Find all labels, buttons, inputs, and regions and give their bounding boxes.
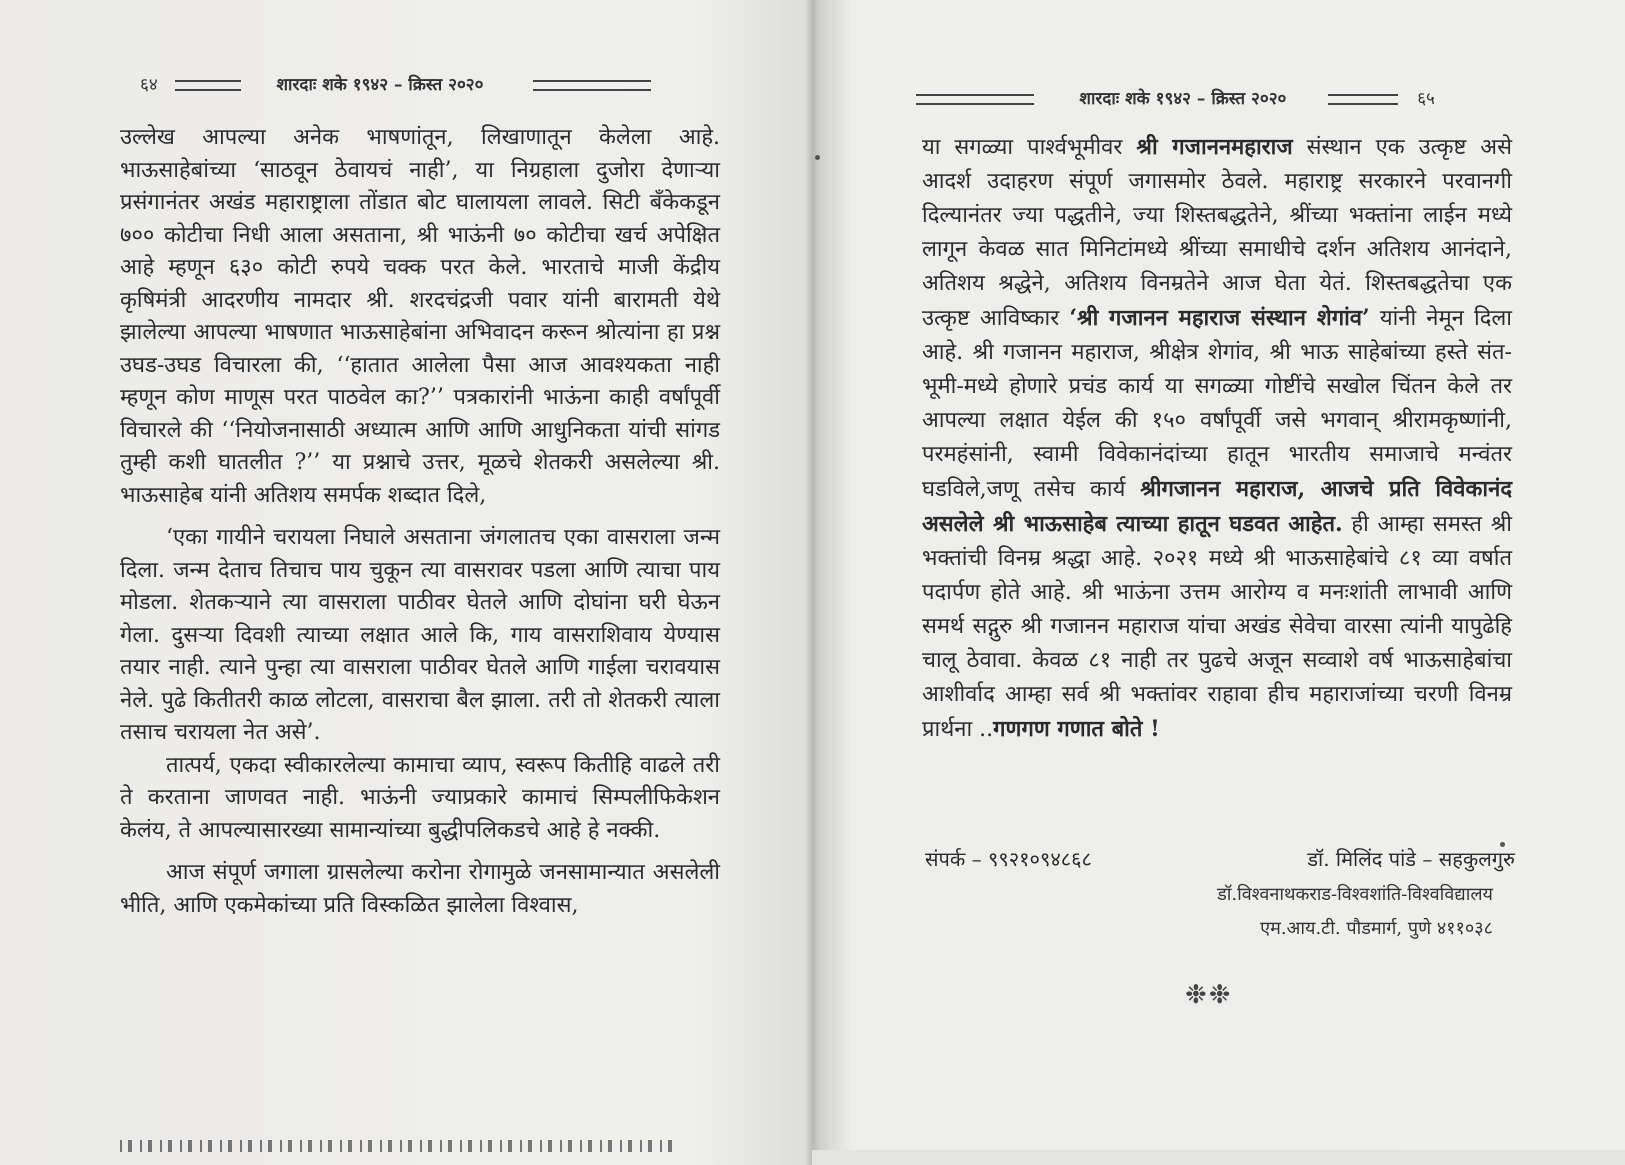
quote-paragraph: ‘एका गायीने चरायला निघाले असताना जंगलातच एका वासराला जन्म दिला. जन्म देताच तिचाच पाय चुकून त्या वासरावर पडला आणि त्याचा पाय मोडला. शेतकऱ्याने त्या वासराला पाठीवर घेतले आणि दोघांना घरी घेऊन गेला. दुसऱ्या दिवशी त्याच्या लक्षात आले कि, गाय वासराशिवाय येण्यास तयार नाही. त्याने पुन्हा त्या वासराला पाठीवर घेतले आणि गाईला चरावयास नेले. पुढे कितीतरी काळ लोटला, वासराचा बैल झाला. तरी तो शेतकरी त्याला तसाच चरायला नेत असे’.: [120, 525, 720, 745]
left-running-head: शारदाः शके १९४२ – क्रिस्त २०२०: [276, 75, 484, 95]
bold-text: ‘श्री गजानन महाराज संस्थान शेगांव’: [1069, 305, 1370, 331]
bold-text: श्री गजाननमहाराज: [1136, 134, 1293, 160]
scan-speck: [1500, 842, 1505, 847]
closing-chant: गणगण गणात बोते !: [993, 716, 1160, 742]
text-run: ही आम्हा समस्त श्री भक्तांची विनम्र श्रद्धा आहे. २०२१ मध्ये श्री भाऊसाहेबांचे ८१ व्या वर्षात पदार्पण होते आहे. श्री भाऊंना उत्तम आरोग्य व मनःशांती लाभावी आणि समर्थ सद्गुरु श्री गजानन महाराज यांचा अखंड सेवेचा वारसा त्यांनी यापुढेहि चालू ठेवावा. केवळ ८१ नाही तर पुढचे अजून सव्वाशे वर्ष भाऊसाहेबांचा आशीर्वाद आम्हा सर्व श्री भक्तांवर राहावा हीच महाराजांच्या चरणी विनम्र प्रार्थना ..: [922, 512, 1512, 742]
author-address: एम.आय.टी. पौडमार्ग, पुणे ४११०३८: [1260, 918, 1493, 939]
header-rule: [916, 94, 1034, 105]
bold-text: श्रीगजानन महाराज, आजचे प्रति विवेकानंद असलेले श्री भाऊसाहेब त्याच्या हातून घडवत आहेत.: [922, 476, 1513, 537]
contact-number: संपर्क – ९९२१०९४८६८: [925, 847, 1092, 871]
scan-edge: [812, 1150, 1625, 1165]
header-rule: [533, 80, 651, 91]
paragraph: आज संपूर्ण जगाला ग्रासलेल्या करोना रोगामुळे जनसामान्यात असलेली भीति, आणि एकमेकांच्या प्रति विस्कळित झालेला विश्वास,: [120, 860, 720, 918]
header-rule: [175, 80, 241, 91]
paragraph: उल्लेख आपल्या अनेक भाषणांतून, लिखाणातून केलेला आहे. भाऊसाहेबांच्या ‘साठवून ठेवायचं नाही’, या निग्रहाला दुजोरा देणाऱ्या प्रसंगानंतर अखंड महाराष्ट्राला तोंडात बोट घालायला लावले. सिटी बँकेकडून ७०० कोटीचा निधी आला असताना, श्री भाऊंनी ७० कोटीचा खर्च अपेक्षित आहे म्हणून ६३० कोटी रुपये चक्क परत केले. भारताचे माजी केंद्रीय कृषिमंत्री आदरणीय नामदार श्री. शरदचंद्रजी पवार यांनी बारामती येथे झालेल्या आपल्या भाषणात भाऊसाहेबांना अभिवादन करून श्रोत्यांना हा प्रश्न उघड-उघड विचारला की, ‘‘हातात आलेला पैसा आज आवश्यकता नाही म्हणून कोण माणूस परत पाठवेल का?’’ पत्रकारांनी भाऊंना काही वर्षांपूर्वी विचारले की ‘‘नियोजनासाठी अध्यात्म आणि आणि आधुनिकता यांची सांगड तुम्ही कशी घातलीत ?’’ या प्रश्नाचे उत्तर, मूळचे शेतकरी असलेल्या श्री. भाऊसाहेब यांनी अतिशय समर्पक शब्दात दिले,: [120, 125, 720, 508]
footer-ornament-rule: [120, 1140, 680, 1152]
text-run: या सगळ्या पार्श्वभूमीवर: [922, 135, 1137, 160]
end-ornament: ❉❉: [1185, 980, 1233, 1010]
left-page-body: [120, 122, 720, 922]
paragraph: तात्पर्य, एकदा स्वीकारलेल्या कामाचा व्याप, स्वरूप कितीहि वाढले तरी ते करताना जाणवत नाही. भाऊंनी ज्याप्रकारे कामाचं सिम्पलीफिकेशन केलंय, ते आपल्यासारख्या सामान्यांच्या बुद्धीपलिकडचे आहे हे नक्की.: [120, 752, 720, 843]
right-page-body: [922, 130, 1512, 747]
text-run: यांनी नेमून दिला आहे. श्री गजानन महाराज, श्रीक्षेत्र शेगांव, श्री भाऊ साहेबांच्या हस्ते संत-भूमी-मध्ये होणारे प्रचंड कार्य या सगळ्या गोष्टींचे सखोल चिंतन केले तर आपल्या लक्षात येईल की १५० वर्षांपूर्वी जसे भगवान् श्रीरामकृष्णांनी, परमहंसांनी, स्वामी विवेकानंदांच्या हातून भारतीय समाजाचे मन्वंतर घडविले,जणू तसेच कार्य: [922, 306, 1513, 502]
author-name: डॉ. मिलिंद पांडे – सहकुलगुरु: [1307, 847, 1515, 871]
signature-row: [925, 845, 1515, 872]
right-page-number: ६५: [1417, 89, 1435, 109]
author-affiliation: डॉ.विश्वनाथकराड-विश्वशांति-विश्वविद्यालय: [1217, 884, 1493, 905]
book-gutter: [806, 0, 820, 1165]
left-page-header: [140, 72, 651, 95]
paragraph: [922, 130, 1512, 747]
right-page-header: [916, 86, 1435, 109]
text-run: संस्थान एक उत्कृष्ट असे आदर्श उदाहरण संपूर्ण जगासमोर ठेवले. महाराष्ट्र सरकारने परवानगी दिल्यानंतर ज्या पद्धतीने, ज्या शिस्तबद्धतेने, श्रींच्या भक्तांना लाईन मध्ये लागून केवळ सात मिनिटांमध्ये श्रींच्या समाधीचे दर्शन अतिशय आनंदाने, अतिशय श्रद्धेने, अतिशय विनम्रतेने आज घेता येतं. शिस्तबद्धतेचा एक उत्कृष्ट आविष्कार: [922, 135, 1512, 331]
left-page-number: ६४: [140, 75, 158, 95]
right-running-head: शारदाः शके १९४२ – क्रिस्त २०२०: [1079, 89, 1287, 109]
header-rule: [1328, 94, 1398, 105]
scan-speck: [815, 155, 820, 160]
